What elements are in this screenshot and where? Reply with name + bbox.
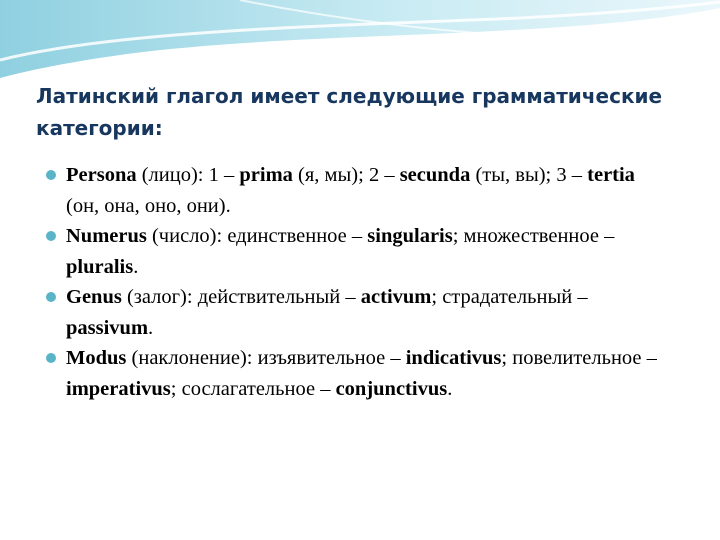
item-text: (число): единственное – [146, 225, 368, 247]
item-text: ; страдательный – [431, 286, 588, 308]
latin-term: conjunctivus [335, 377, 448, 400]
latin-term: secunda [399, 164, 471, 186]
category-list [46, 160, 666, 404]
term-numerus: Numerus [66, 225, 147, 247]
list-item-genus [46, 282, 666, 343]
term-persona: Persona [66, 164, 137, 186]
item-text: ; сослагательное – [170, 377, 336, 400]
list-item-persona [46, 160, 666, 221]
latin-term: tertia [587, 164, 635, 186]
circle-bullet-icon [46, 170, 56, 180]
item-text: ; множественное – [452, 225, 615, 247]
slide-title: Латинский глагол имеет следующие грамматические категории: [36, 84, 663, 140]
list-item-numerus [46, 221, 666, 282]
item-text: . [447, 377, 453, 400]
latin-term: activum [360, 286, 432, 308]
item-text: (наклонение): изъявительное – [126, 347, 406, 369]
item-text: (залог): действительный – [121, 286, 361, 308]
item-text: (ты, вы); 3 – [470, 164, 588, 186]
list-item-modus [46, 343, 666, 404]
latin-term: pluralis [66, 255, 134, 278]
latin-term: prima [239, 164, 293, 186]
header-wave-decoration [0, 0, 720, 80]
item-text: . [133, 255, 139, 278]
item-text: . [148, 316, 154, 339]
item-text: (лицо): 1 – [136, 164, 240, 186]
circle-bullet-icon [46, 231, 56, 241]
circle-bullet-icon [46, 353, 56, 363]
term-genus: Genus [66, 286, 122, 308]
item-text: (я, мы); 2 – [292, 164, 400, 186]
term-modus: Modus [66, 347, 127, 369]
circle-bullet-icon [46, 292, 56, 302]
latin-term: imperativus [66, 377, 171, 400]
item-text: (он, она, оно, они). [66, 194, 231, 217]
latin-term: indicativus [405, 347, 502, 369]
latin-term: singularis [367, 225, 453, 247]
latin-term: passivum [66, 316, 149, 339]
item-text: ; повелительное – [501, 347, 657, 369]
